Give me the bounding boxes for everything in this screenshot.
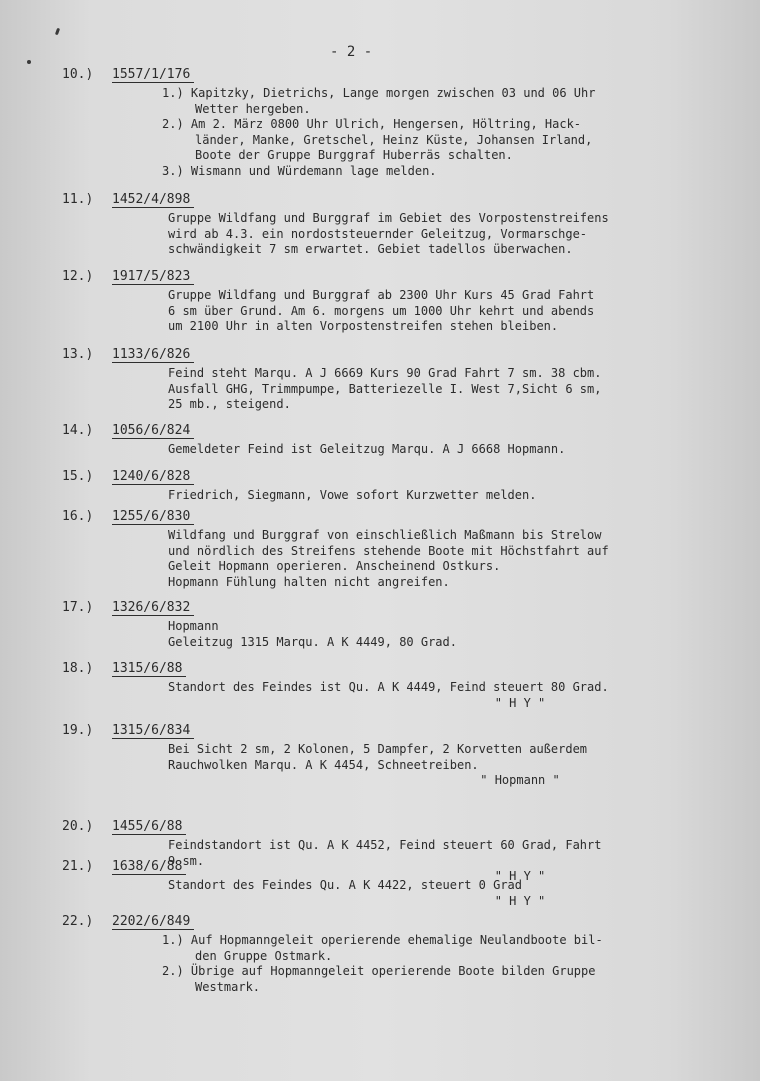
entry-heading <box>62 599 752 616</box>
text-line: Rauchwolken Marqu. A K 4454, Schneetreiben. <box>168 757 479 772</box>
text-line: 2.) Übrige auf Hopmanngeleit operierende Boote bilden Gruppe <box>162 964 596 978</box>
entry-number: 19.) <box>62 723 94 738</box>
text-line: den Gruppe Ostmark. <box>195 948 333 963</box>
text-line: Wildfang und Burggraf von einschließlich Maßmann bis Strelow <box>168 528 602 542</box>
sub-item <box>162 164 752 180</box>
text-line: und nördlich des Streifens stehende Boote mit Höchstfahrt auf <box>168 543 609 558</box>
text-line: Geleit Hopmann operieren. Anscheinend Ostkurs. <box>168 559 501 573</box>
text-line: Gruppe Wildfang und Burggraf im Gebiet des Vorpostenstreifens <box>168 211 609 225</box>
text-line: wird ab 4.3. ein nordoststeuernder Geleitzug, Vormarschge- <box>168 226 588 241</box>
message-reference: 1133/6/826 <box>112 347 194 363</box>
message-reference: 1455/6/88 <box>112 819 186 835</box>
page-number: - 2 - <box>330 44 373 60</box>
text-line: Ausfall GHG, Trimmpumpe, Batteriezelle I. West 7,Sicht 6 sm, <box>168 381 602 396</box>
message-reference: 1326/6/832 <box>112 600 194 616</box>
text-line: Standort des Feindes ist Qu. A K 4449, Feind steuert 80 Grad. <box>168 680 609 694</box>
message-reference: 1557/1/176 <box>112 67 194 83</box>
entry-15 <box>62 468 752 504</box>
text-line: Westmark. <box>195 979 261 994</box>
text-line: Feind steht Marqu. A J 6669 Kurs 90 Grad Fahrt 7 sm. 38 cbm. <box>168 366 602 380</box>
signature: " H Y " <box>494 893 546 908</box>
text-line: Geleitzug 1315 Marqu. A K 4449, 80 Grad. <box>168 634 457 649</box>
message-reference: 2202/6/849 <box>112 914 194 930</box>
entry-10 <box>62 66 752 179</box>
text-line: um 2100 Uhr in alten Vorpostenstreifen stehen bleiben. <box>168 319 559 333</box>
message-reference: 1315/6/834 <box>112 723 194 739</box>
sub-item <box>162 117 752 164</box>
entry-text <box>168 528 752 590</box>
text-line: länder, Manke, Gretschel, Heinz Küste, Johansen Irland, <box>195 132 593 147</box>
entry-heading <box>62 660 752 677</box>
entry-number: 20.) <box>62 819 94 834</box>
entry-number: 11.) <box>62 192 94 207</box>
entry-17 <box>62 599 752 650</box>
sub-item <box>162 86 752 117</box>
text-line: Hopmann Fühlung halten nicht angreifen. <box>168 574 450 589</box>
text-line: 6 sm über Grund. Am 6. morgens um 1000 Uhr kehrt und abends <box>168 303 595 318</box>
message-reference: 1315/6/88 <box>112 661 186 677</box>
text-line: Hopmann <box>168 619 219 633</box>
entry-number: 21.) <box>62 859 94 874</box>
text-line: Friedrich, Siegmann, Vowe sofort Kurzwetter melden. <box>168 488 537 502</box>
entry-heading <box>62 722 752 739</box>
text-line: Standort des Feindes Qu. A K 4422, steuert 0 Grad <box>168 878 523 892</box>
entry-number: 22.) <box>62 914 94 929</box>
entry-18 <box>62 660 752 711</box>
entry-text <box>168 878 752 909</box>
entry-heading <box>62 818 752 835</box>
text-line: 9 sm. <box>168 853 205 868</box>
entry-text <box>162 933 752 995</box>
message-reference: 1240/6/828 <box>112 469 194 485</box>
entry-14 <box>62 422 752 458</box>
entry-11 <box>62 191 752 258</box>
text-line: schwändigkeit 7 sm erwartet. Gebiet tadellos überwachen. <box>168 242 573 256</box>
signature: " H Y " <box>494 695 546 710</box>
entry-heading <box>62 508 752 525</box>
signature: " Hopmann " <box>480 773 560 787</box>
entry-heading <box>62 268 752 285</box>
message-reference: 1638/6/88 <box>112 859 186 875</box>
entry-text <box>168 288 752 335</box>
message-reference: 1255/6/830 <box>112 509 194 525</box>
entry-number: 15.) <box>62 469 94 484</box>
text-line: 1.) Auf Hopmanngeleit operierende ehemalige Neulandboote bil- <box>162 933 603 947</box>
text-line: 25 mb., steigend. <box>168 397 291 411</box>
entry-text <box>168 366 752 413</box>
entry-text <box>162 86 752 179</box>
entry-22 <box>62 913 752 995</box>
entry-number: 14.) <box>62 423 94 438</box>
text-line: Gemeldeter Feind ist Geleitzug Marqu. A J 6668 Hopmann. <box>168 442 566 456</box>
text-line: Wetter hergeben. <box>195 101 311 116</box>
text-line: Boote der Gruppe Burggraf Huberräs schalten. <box>195 148 513 162</box>
entry-heading <box>62 191 752 208</box>
text-line: Feindstandort ist Qu. A K 4452, Feind steuert 60 Grad, Fahrt <box>168 838 602 852</box>
entry-text <box>168 211 752 258</box>
entry-21 <box>62 858 752 909</box>
entry-number: 12.) <box>62 269 94 284</box>
entry-text <box>168 680 752 711</box>
text-line: 2.) Am 2. März 0800 Uhr Ulrich, Hengersen, Höltring, Hack- <box>162 117 582 131</box>
entry-heading <box>62 858 752 875</box>
entry-number: 13.) <box>62 347 94 362</box>
message-reference: 1452/4/898 <box>112 192 194 208</box>
signature: " H Y " <box>494 869 546 883</box>
entry-13 <box>62 346 752 413</box>
sub-item <box>162 964 752 995</box>
entry-heading <box>62 346 752 363</box>
entry-12 <box>62 268 752 335</box>
entry-heading <box>62 422 752 439</box>
entry-number: 16.) <box>62 509 94 524</box>
entry-heading <box>62 913 752 930</box>
entry-19 <box>62 722 752 788</box>
entry-16 <box>62 508 752 590</box>
ink-speck <box>27 60 31 64</box>
sub-item <box>162 933 752 964</box>
text-line: 1.) Kapitzky, Dietrichs, Lange morgen zwischen 03 und 06 Uhr <box>162 86 596 100</box>
entry-heading <box>62 66 752 83</box>
message-reference: 1917/5/823 <box>112 269 194 285</box>
entry-number: 10.) <box>62 67 94 82</box>
text-line: 3.) Wismann und Würdemann lage melden. <box>162 163 437 178</box>
entry-text <box>168 442 752 458</box>
entry-text <box>168 488 752 504</box>
entry-text <box>168 742 752 788</box>
ink-speck <box>55 28 60 36</box>
message-reference: 1056/6/824 <box>112 423 194 439</box>
entry-heading <box>62 468 752 485</box>
entry-number: 18.) <box>62 661 94 676</box>
entry-text <box>168 619 752 650</box>
text-line: Gruppe Wildfang und Burggraf ab 2300 Uhr Kurs 45 Grad Fahrt <box>168 288 595 302</box>
text-line: Bei Sicht 2 sm, 2 Kolonen, 5 Dampfer, 2 Korvetten außerdem <box>168 742 588 756</box>
entry-number: 17.) <box>62 600 94 615</box>
